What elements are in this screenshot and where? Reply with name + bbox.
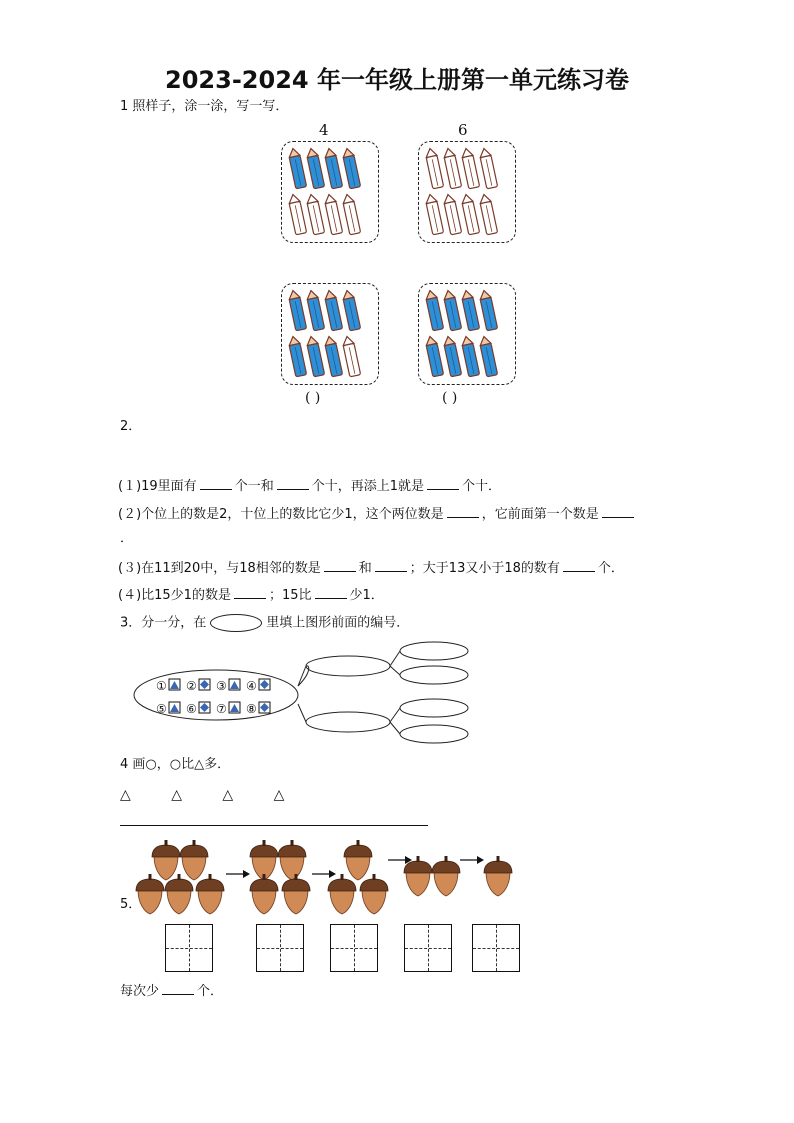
pencil-box-question-1 <box>281 283 379 385</box>
pencil-icon <box>443 335 462 376</box>
q1-answer-1[interactable]: ( ) <box>305 390 321 406</box>
q2-p3-text-c: ；大于13又小于18的数有 <box>409 561 560 576</box>
q2-p4-blank-2[interactable] <box>315 586 347 599</box>
acorn-icon <box>344 840 372 880</box>
q2-part-2 <box>118 505 637 524</box>
q2-p4-text-b: ；15比 <box>268 588 312 603</box>
q2-p2-blank-2[interactable] <box>602 505 634 518</box>
answer-oval-3[interactable] <box>400 642 468 660</box>
pencil-icon <box>306 193 325 234</box>
acorn-icon <box>360 874 388 914</box>
q2-p1-text-d: 个十． <box>461 479 501 494</box>
q2-p3-blank-1[interactable] <box>324 559 356 572</box>
item-3-number: ③ <box>216 679 227 693</box>
oval-icon <box>210 614 262 632</box>
pencil-icon <box>443 147 462 188</box>
q2-p4-text-a: (４)比15少1的数是 <box>118 588 231 603</box>
writing-grid-5[interactable] <box>472 924 520 972</box>
pencil-icon <box>425 193 444 234</box>
q2-p2-text-a: (２)个位上的数是2，十位上的数比它少1，这个两位数是 <box>118 507 444 522</box>
pencil-icon <box>306 289 325 330</box>
q3-prompt-a: 3．分一分，在 <box>120 615 207 631</box>
triangle-icon <box>230 704 239 712</box>
q5-footer-b: 个． <box>197 984 224 999</box>
diamond-icon <box>260 680 269 689</box>
q1-example-2-number: 6 <box>458 121 468 139</box>
q2-p3-text-d: 个． <box>597 561 624 576</box>
pencil-icon <box>288 335 307 376</box>
q2-p4-blank-1[interactable] <box>234 586 266 599</box>
item-5-number: ⑤ <box>156 702 167 716</box>
pencils-icon <box>282 284 378 384</box>
item-8-number: ⑧ <box>246 702 257 716</box>
pencil-box-example-1 <box>281 141 379 243</box>
acorn-icon <box>152 840 180 880</box>
pencil-icon <box>288 289 307 330</box>
q2-p3-text-a: (３)在11到20中，与18相邻的数是 <box>118 561 321 576</box>
q5-blank[interactable] <box>162 982 194 995</box>
q2-part-4 <box>118 586 384 605</box>
arrow-icon <box>226 870 250 878</box>
pencil-icon <box>461 147 480 188</box>
pencil-icon <box>479 289 498 330</box>
page-title: 2023-2024 年一年级上册第一单元练习卷 <box>165 66 629 94</box>
q3-prompt <box>120 614 409 633</box>
pencil-icon <box>306 147 325 188</box>
pencil-icon <box>342 147 361 188</box>
arrow-icon <box>312 870 336 878</box>
diamond-icon <box>200 680 209 689</box>
q2-p3-text-b: 和 <box>358 561 372 576</box>
answer-oval-2[interactable] <box>306 712 390 732</box>
q5-number: 5． <box>120 897 142 912</box>
q3-prompt-b: 里填上图形前面的编号． <box>266 615 410 631</box>
q4-prompt: 4 画○，○比△多． <box>120 757 231 772</box>
pencil-icon <box>425 335 444 376</box>
acorn-icon <box>278 840 306 880</box>
q2-p2-text-b: ，它前面第一个数是 <box>481 507 599 522</box>
pencil-icon <box>479 193 498 234</box>
pencil-box-example-2 <box>418 141 516 243</box>
answer-oval-5[interactable] <box>400 699 468 717</box>
pencil-icon <box>461 335 480 376</box>
q2-p1-blank-1[interactable] <box>200 477 232 490</box>
acorn-icon <box>328 874 356 914</box>
q2-p3-blank-2[interactable] <box>375 559 407 572</box>
acorn-icon <box>432 856 460 896</box>
item-7-number: ⑦ <box>216 702 227 716</box>
acorn-icon <box>282 874 310 914</box>
pencil-icon <box>342 193 361 234</box>
acorn-icon <box>484 856 512 896</box>
acorn-icon <box>180 840 208 880</box>
pencil-icon <box>461 289 480 330</box>
answer-oval-1[interactable] <box>306 656 390 676</box>
q2-p2-period: ． <box>120 531 134 546</box>
q2-p1-blank-3[interactable] <box>427 477 459 490</box>
q2-p1-text-b: 个一和 <box>234 479 274 494</box>
q5-footer-a: 每次少 <box>120 984 160 999</box>
q2-part-1 <box>118 477 501 496</box>
acorn-icon <box>250 874 278 914</box>
pencil-icon <box>479 335 498 376</box>
writing-grid-4[interactable] <box>404 924 452 972</box>
acorn-icon <box>196 874 224 914</box>
q2-p1-text-c: 个十，再添上1就是 <box>311 479 424 494</box>
triangle-icon <box>170 704 179 712</box>
pencils-icon <box>282 142 378 242</box>
pencil-icon <box>425 289 444 330</box>
q1-prompt: 1 照样子，涂一涂，写一写． <box>120 99 289 114</box>
q4-drawing-line[interactable] <box>120 825 428 826</box>
pencils-icon <box>419 284 515 384</box>
triangle-icon <box>170 681 179 689</box>
pencil-icon <box>324 147 343 188</box>
acorn-icon <box>136 874 164 914</box>
writing-grid-3[interactable] <box>330 924 378 972</box>
q2-p2-blank-1[interactable] <box>447 505 479 518</box>
q1-answer-2[interactable]: ( ) <box>442 390 458 406</box>
arrow-icon <box>388 856 412 864</box>
q2-part-3 <box>118 559 624 578</box>
q2-p4-text-c: 少1． <box>349 588 384 603</box>
diamond-icon <box>200 703 209 712</box>
pencil-icon <box>324 193 343 234</box>
writing-grid-1[interactable] <box>165 924 213 972</box>
q2-p3-blank-3[interactable] <box>563 559 595 572</box>
pencil-icon <box>324 289 343 330</box>
acorn-sequence <box>130 832 530 920</box>
writing-grid-2[interactable] <box>256 924 304 972</box>
pencil-icon <box>461 193 480 234</box>
pencil-icon <box>425 147 444 188</box>
pencil-icon <box>443 289 462 330</box>
item-1-number: ① <box>156 679 167 693</box>
pencil-icon <box>479 147 498 188</box>
diamond-icon <box>260 703 269 712</box>
pencil-icon <box>324 335 343 376</box>
item-6-number: ⑥ <box>186 702 197 716</box>
pencil-icon <box>342 289 361 330</box>
triangle-icon <box>230 681 239 689</box>
pencil-icon <box>342 335 361 376</box>
pencil-icon <box>306 335 325 376</box>
q4-triangles: △ △ △ △ <box>120 787 303 803</box>
sorting-diagram <box>130 638 480 748</box>
item-4-number: ④ <box>246 679 257 693</box>
acorn-icon <box>165 874 193 914</box>
pencil-icon <box>288 193 307 234</box>
q2-p1-blank-2[interactable] <box>277 477 309 490</box>
q1-example-1-number: 4 <box>319 121 329 139</box>
pencil-box-question-2 <box>418 283 516 385</box>
answer-oval-4[interactable] <box>400 666 468 684</box>
answer-oval-6[interactable] <box>400 725 468 743</box>
pencils-icon <box>419 142 515 242</box>
q2-p1-text-a: (１)19里面有 <box>118 479 197 494</box>
arrow-icon <box>460 856 484 864</box>
q2-number: 2． <box>120 419 142 434</box>
pencil-icon <box>288 147 307 188</box>
pencil-icon <box>443 193 462 234</box>
item-2-number: ② <box>186 679 197 693</box>
q5-footer <box>120 982 223 1001</box>
